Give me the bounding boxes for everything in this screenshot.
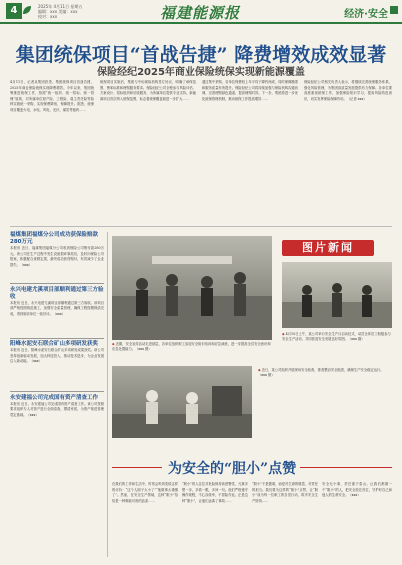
section-divider <box>10 226 392 227</box>
caption-text: 近期，安全宣传活动走进基层，各单位组织职工参加安全知识培训和应急演练，进一步提高全员安全意识和应急处置能力。（xxx 摄） <box>112 342 271 351</box>
caption-text: 近日，某公司组织开展现场安全检查，排查整治安全隐患，确保生产安全稳定运行。（xxx 摄） <box>258 368 384 377</box>
brief-body: 本报讯 近日，永安建福公司完成国有资产清查工作。该公司按照要求组织专人对资产进行全面清查，摸清家底，为资产规范管理奠定基础。（xxx） <box>10 401 104 417</box>
photo-caption-2 <box>282 332 392 342</box>
column-divider <box>107 232 108 557</box>
page-number: 4 <box>6 3 22 19</box>
brief-body: 本报讯 近日，永兴电建尤溪项目部顺利通过第三方验收。该项目部严格按照规范施工，加强安全质量管理，确保工程按期保质完成，得到验收单位一致好评。（xxx） <box>10 300 104 316</box>
brief-divider <box>10 338 104 339</box>
caption-star-icon: ◆ <box>112 342 115 346</box>
issue-proof: 校对：xxx <box>38 14 58 19</box>
photo-inspection <box>112 366 252 438</box>
feature-column-2: “胆小”的人往往对危险保持高度警觉，凡事多想一步，多看一眼，多问一句。他们严格遵守操作规程，不心存侥幸，不冒险作业。正是这种“胆小”，让他们远离了事故…… <box>182 482 248 503</box>
brief-body: 本报讯 近日，阳峰水泥安石联合矿山多项研发成果获奖。该公司坚持创新驱动发展，加大科技投入，推动技术进步，为企业发展注入新动能。（xxx） <box>10 348 104 364</box>
photo-news-banner <box>282 240 374 256</box>
brief-divider <box>10 283 104 284</box>
brief-title: 福煤集团福煤分公司成功获保险赔款280万元 <box>10 232 99 245</box>
brief-divider <box>10 391 104 392</box>
feature-rule-right <box>300 467 392 468</box>
section-title: 经济·安全 <box>344 9 388 20</box>
article-column-4: 保险经纪公司相关负责人表示，将继续完善统保服务体系，强化风险管理，为集团高质量发展提供有力保障。各单位要高度重视统保工作，加强保险知识学习，提高风险防范意识，切实发挥保险保障作用。（记者 xxx） <box>304 80 392 101</box>
people-photo-icon <box>112 236 272 340</box>
feature-column-4: 安全无小事，责任重于泰山。让我们都做一个“胆小”的人，把安全放在首位，守护好自己和他人的生命安全。（xxx） <box>322 482 392 498</box>
feature-column-3: “胆小”不是懦弱，而是对生命的敬畏、对责任的担当。我们要为这样的“胆小”点赞，让“胆小”成为每一位职工的自觉行动，筑牢安全生产防线…… <box>252 482 318 503</box>
section-marker-icon <box>390 6 398 14</box>
feature-headline: 为安全的“胆小”点赞 <box>168 461 297 477</box>
photo-training-group <box>112 236 272 340</box>
feature-column-1: 在我们的工作和生活中，时常会听到类似这样的评价：“这个人胆子太小了”“他做事太谨慎了”。然而，在安全生产领域，这种“胆小”恰恰是一种难能可贵的品质…… <box>112 482 178 503</box>
photo-caption-3 <box>258 368 392 378</box>
issue-editor: 编辑：xxx 美编：xxx <box>38 9 78 14</box>
leaf-icon <box>22 5 32 15</box>
brief-title: 阳峰水泥安石联合矿山多项研发获奖 <box>10 341 99 348</box>
article-column-3: 通过集中采购，各单位保费较上年平均下降约两成，同时保障额度和服务质量有所提升。保险经纪公司将持续加强与保险机构沟通协调，完善理赔绿色通道，提高理赔时效。下一步，集团将进一步优化统保管理机制，推动统保工作提质增效…… <box>202 80 298 101</box>
photo-ceremony <box>282 262 392 328</box>
feature-rule-left <box>112 467 162 468</box>
issue-info <box>38 4 108 19</box>
caption-star-icon: ◆ <box>282 332 285 336</box>
photo-caption-1 <box>112 342 272 352</box>
brief-title: 永安建福公司完成国有资产清查工作 <box>10 394 99 401</box>
article-subhead: 保险经纪2025年商业保险统保实现新能源覆盖 <box>97 67 305 78</box>
news-briefs-sidebar <box>10 232 104 448</box>
brief-title: 永兴电建尤溪项目部顺利通过第三方验收 <box>10 286 104 300</box>
article-column-2: 统保项目实施后，集团与中标保险机构签订协议，明确了承保范围、费率标准和理赔服务要求。保险经纪公司全程参与风险评估、方案设计、招标组织和后续服务，为所属单位提供专业支持。新能源项目首次纳入统保范围，标志着统保覆盖面进一步扩大…… <box>100 80 196 101</box>
newspaper-masthead: 福建能源报 <box>160 4 241 22</box>
issue-date: 2025年 4月11日 星期五 <box>38 4 83 9</box>
worker-photo-icon <box>112 366 252 438</box>
brief-item <box>10 287 104 335</box>
page-header <box>0 0 402 24</box>
brief-item <box>10 395 104 448</box>
people-photo-icon <box>282 262 392 328</box>
article-headline: 集团统保项目“首战告捷” 降费增效成效显著 <box>15 44 387 66</box>
photo-news-banner-label: 图片新闻 <box>302 241 354 254</box>
caption-text: 4月10日上午，某公司举行安全生产月启动仪式，动员全体员工积极参与安全生产活动，共同营造安全发展良好氛围。（xxx 摄） <box>282 332 391 341</box>
brief-item <box>10 232 104 280</box>
brief-item <box>10 341 104 388</box>
caption-star-icon: ◆ <box>258 368 261 372</box>
article-column-1: 4月11日，记者从集团获悉，集团统保项目首战告捷，2025年商业保险统保实现降费增效。今年以来，集团统筹推进统保工作，按照“统一组织、统一招标、统一管理”原则，对所属单位财产险、工程险、雇主责任险等险种实施统一采购，实现保费降低、保障提升。据悉，统保项目覆盖火电、水电、风电、光伏、煤炭等板块…… <box>10 80 94 112</box>
brief-body: 本报讯 近日，福煤集团福煤分公司收到保险公司赔付款280万元。该公司在生产过程中发生设备损坏事故后，及时向保险公司报案，积极配合查勘定损，最终成功获得赔付，有效减少了企业损失。（xxx） <box>10 246 104 267</box>
